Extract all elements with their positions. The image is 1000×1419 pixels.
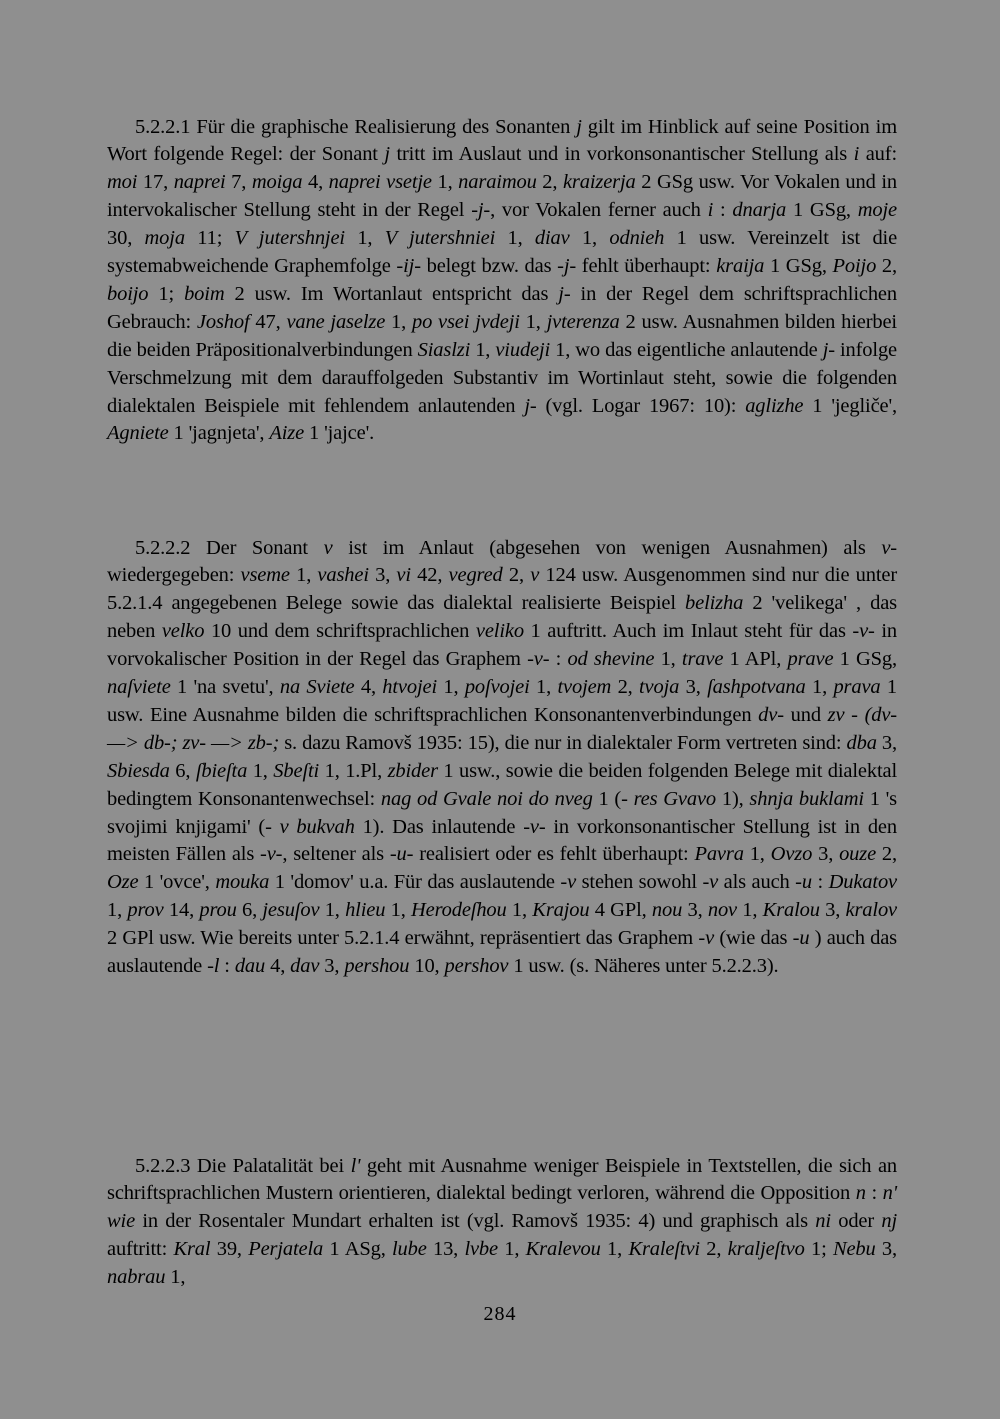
paragraph-5-2-2-2 [107, 535, 897, 982]
italic-run: hlieu [345, 899, 386, 922]
italic-run: Sbeſti [273, 759, 320, 782]
text-run: 1, [319, 899, 346, 922]
italic-run: j [576, 115, 582, 138]
italic-run: i [853, 143, 860, 166]
italic-run: V jutershniei [384, 227, 496, 250]
italic-run: jesuſov [262, 899, 320, 922]
italic-run: ſbieſta [195, 759, 248, 782]
italic-run: prave [787, 648, 834, 671]
italic-run: Perjatela [248, 1238, 324, 1261]
italic-run: j- [822, 338, 835, 361]
italic-run: kraija [716, 255, 765, 278]
italic-run: Joshof [196, 310, 250, 333]
text-run: realisiert oder es fehlt überhaupt: [413, 843, 695, 866]
text-run: ist im Anlaut (abgesehen von wenigen Ausnahmen) als [332, 536, 882, 559]
text-run: auf: [859, 143, 897, 166]
italic-run: -v- [852, 620, 875, 643]
italic-run: -ij- [396, 255, 421, 278]
text-run: in der Regel dem schriftsprachlichen Gebrauch: [107, 282, 897, 333]
italic-run: prou [199, 899, 237, 922]
italic-run: diav [534, 227, 570, 250]
italic-run: moja [144, 227, 185, 250]
text-run: 2 GPl usw. Wie bereits unter 5.2.1.4 erwähnt, repräsentiert das Graphem [107, 927, 699, 950]
italic-run: dnarja [732, 199, 787, 222]
italic-run: Poijo [832, 255, 877, 278]
text-run: 5.2.2.1 Für die graphische Realisierung des Sonanten [135, 115, 577, 138]
text-run: 4, [354, 676, 383, 699]
italic-run: ni [815, 1210, 831, 1233]
text-run: 6, [169, 759, 196, 782]
italic-run: zv - (dv- —> db-; zv- —> zb-; [107, 703, 897, 754]
text-run: 1, [569, 227, 610, 250]
italic-run: velko [161, 620, 205, 643]
italic-run: moje [857, 199, 897, 222]
text-run: 1 'domov' u.a. Für das auslautende [269, 871, 561, 894]
text-run: 1 usw. (s. Näheres unter 5.2.2.3). [508, 955, 779, 978]
italic-run: vashei [317, 564, 369, 587]
text-run: 1), [716, 787, 750, 810]
text-run: 3, [875, 1238, 897, 1261]
text-run: 1, [805, 676, 834, 699]
italic-run: ſashpotvana [707, 676, 806, 699]
text-run: 1, [247, 759, 274, 782]
italic-run: Dukatov [828, 871, 897, 894]
italic-run: vegred [448, 564, 503, 587]
italic-run: zbider [387, 759, 438, 782]
text-run: in vorkonsonantischer Stellung ist in den meisten Fällen als [107, 815, 897, 866]
text-run: 1, [344, 227, 385, 250]
text-run: 2, [876, 255, 897, 278]
text-run: in der Rosentaler Mundart erhalten ist (vgl. Ramovš 1935: 4) und graphisch als [135, 1210, 816, 1233]
italic-run: tvoja [639, 676, 680, 699]
italic-run: Aize [269, 422, 305, 445]
text-run: 2 usw. Ausnahmen bilden hierbei die beiden Präpositionalverbindungen [107, 310, 897, 361]
italic-run: i [707, 199, 714, 222]
italic-run: n' wie [107, 1182, 897, 1233]
text-run: fehlt überhaupt: [576, 255, 717, 278]
text-run: 1, [600, 1238, 629, 1261]
italic-run: Kraleſtvi [628, 1238, 700, 1261]
text-run: 3, [819, 899, 846, 922]
text-run: 1, [107, 899, 128, 922]
text-run: : [811, 871, 829, 894]
italic-run: belizha [685, 592, 744, 615]
text-run: 2, [699, 1238, 728, 1261]
italic-run: Herodeſhou [410, 899, 507, 922]
text-run: s. dazu Ramovš 1935: 15), die nur in dialektaler Form vertreten sind: [279, 731, 847, 754]
italic-run: naraimou [458, 171, 537, 194]
text-run: 2 'velikega' , das neben [107, 592, 897, 643]
text-run: 1, [385, 310, 412, 333]
text-run: 3, [812, 843, 840, 866]
italic-run: odnieh [609, 227, 665, 250]
text-run: 1 GSg, [833, 648, 897, 671]
italic-run: jvterenza [546, 310, 620, 333]
italic-run: pershov [444, 955, 509, 978]
text-run: 124 usw. Ausgenommen sind nur die unter 5.2.1.4 angegebenen Belege sowie das dialektal realisierte Beispiel [107, 564, 897, 615]
text-run: 2, [502, 564, 531, 587]
text-run: 1, [385, 899, 411, 922]
text-run: : [549, 648, 568, 671]
text-run: 2, [536, 171, 563, 194]
italic-run: v [530, 564, 540, 587]
text-run: 1, [495, 227, 535, 250]
italic-run: veliko [475, 620, 524, 643]
text-run: 1 'jegliče', [803, 394, 897, 417]
italic-run: poſvojei [464, 676, 530, 699]
text-run: 14, [163, 899, 200, 922]
italic-run: Kral [173, 1238, 211, 1261]
text-run: 3, [319, 955, 345, 978]
italic-run: naprei [173, 171, 226, 194]
text-run: 17, [137, 171, 174, 194]
italic-run: boijo [107, 282, 149, 305]
text-run: 1 usw., sowie die beiden folgenden Belege mit dialektal bedingtem Konsonantenwechsel: [107, 759, 897, 810]
italic-run: viudeji [495, 338, 551, 361]
text-run: (vgl. Logar 1967: 10): [536, 394, 746, 417]
italic-run: shnja buklami [749, 787, 864, 810]
italic-run: kraljeſtvo [727, 1238, 805, 1261]
text-run: 1 (- [592, 787, 634, 810]
italic-run: v bukvah [279, 815, 355, 838]
italic-run: dau [234, 955, 266, 978]
text-run: 3, [368, 564, 397, 587]
text-run: 4, [265, 955, 291, 978]
italic-run: dv- [758, 703, 784, 726]
text-run: 2, [611, 676, 640, 699]
italic-run: -v- [527, 648, 550, 671]
italic-run: -v [702, 871, 719, 894]
italic-run: -v [560, 871, 577, 894]
italic-run: pershou [344, 955, 410, 978]
italic-run: res Gvavo [633, 787, 717, 810]
text-run: 1; [804, 1238, 833, 1261]
text-run: 1). Das inlautende [354, 815, 524, 838]
text-run: 1, [497, 1238, 526, 1261]
italic-run: dba [846, 731, 877, 754]
italic-run: po vsei jvdeji [411, 310, 520, 333]
text-run: 1 'jagnjeta', [168, 422, 270, 445]
italic-run: l' [350, 1154, 361, 1177]
text-run: 2 GSg usw. Vor Vokalen und in intervokalischer Stellung steht in der Regel [107, 171, 897, 222]
italic-run: tvojem [557, 676, 612, 699]
text-run: 10 und dem schriftsprachlichen [204, 620, 476, 643]
italic-run: naprei vsetje [328, 171, 432, 194]
italic-run: moi [107, 171, 138, 194]
italic-run: nou [651, 899, 683, 922]
text-run: 47, [249, 310, 287, 333]
text-run: wiedergegeben: [107, 564, 241, 587]
paragraph-5-2-2-1 [107, 114, 897, 449]
italic-run: nj [881, 1210, 897, 1233]
italic-run: -v- [523, 815, 546, 838]
text-run: 2, [876, 843, 898, 866]
text-run: 4 GPl, [589, 899, 652, 922]
italic-run: lube [391, 1238, 427, 1261]
text-run: 1, [431, 171, 459, 194]
text-run: 1, [289, 564, 318, 587]
italic-run: -v [698, 927, 715, 950]
page-number: 284 [483, 1303, 517, 1325]
italic-run: nov [707, 899, 738, 922]
italic-run: -l [207, 955, 220, 978]
text-run: 1, [529, 676, 558, 699]
italic-run: Kralou [762, 899, 820, 922]
text-run: 39, [210, 1238, 249, 1261]
italic-run: -u- [389, 843, 414, 866]
text-run: 1, wo das eigentliche anlautende [550, 338, 823, 361]
text-run: 1 's svojimi knjigami' (- [107, 787, 898, 838]
text-run: 1, [519, 310, 547, 333]
italic-run: moiga [251, 171, 303, 194]
italic-run: Ovzo [770, 843, 813, 866]
text-run: 1, [470, 338, 496, 361]
text-run: belegt bzw. das [420, 255, 558, 278]
italic-run: v- [881, 536, 897, 559]
italic-run: mouka [215, 871, 270, 894]
text-run: 7, [225, 171, 252, 194]
italic-run: Siaslzi [417, 338, 471, 361]
italic-run: na Sviete [279, 676, 355, 699]
text-run: und [783, 703, 828, 726]
italic-run: Oze [107, 871, 139, 894]
text-run: : [219, 955, 235, 978]
italic-run: Kralevou [525, 1238, 601, 1261]
text-run: 3, [679, 676, 708, 699]
text-run: 1, [506, 899, 533, 922]
italic-run: n [855, 1182, 866, 1205]
italic-run: -u [795, 871, 812, 894]
italic-run: Pavra [694, 843, 744, 866]
italic-run: vane jaselze [286, 310, 386, 333]
text-run: , seltener als [282, 843, 390, 866]
text-run: 6, [236, 899, 263, 922]
italic-run: od shevine [567, 648, 655, 671]
italic-run: -j- [471, 199, 491, 222]
italic-run: Sbiesda [107, 759, 170, 782]
text-run: : [713, 199, 733, 222]
text-run: 1 GSg, [786, 199, 858, 222]
text-run: , vor Vokalen ferner auch [490, 199, 708, 222]
text-run: 3, [876, 731, 897, 754]
italic-run: trave [681, 648, 724, 671]
italic-run: lvbe [464, 1238, 498, 1261]
italic-run: prov [127, 899, 164, 922]
italic-run: j- [524, 394, 537, 417]
italic-run: ouze [839, 843, 877, 866]
text-run: in vorvokalischer Position in der Regel das Graphem [107, 620, 897, 671]
text-run: 1 'jajce'. [304, 422, 375, 445]
text-run: auftritt: [107, 1238, 174, 1261]
text-run: 10, [409, 955, 445, 978]
text-run: 1, [437, 676, 465, 699]
text-run: 1 'na svetu', [170, 676, 280, 699]
italic-run: -v- [260, 843, 283, 866]
text-run: 5.2.2.2 Der Sonant [135, 536, 324, 559]
text-run: infolge Verschmelzung mit dem darauffolgeden Substantiv im Wortinlaut steht, sowie die folgenden dialektalen Beispiele mit fehlendem anlautenden [107, 338, 897, 417]
italic-run: dav [290, 955, 320, 978]
italic-run: nag od Gvale noi do nveg [380, 787, 593, 810]
text-run: 1 'ovce', [138, 871, 216, 894]
italic-run: vi [396, 564, 411, 587]
text-run: 1, [654, 648, 682, 671]
text-run: stehen sowohl [576, 871, 703, 894]
text-run: 1, [743, 843, 771, 866]
paragraph-5-2-2-3 [107, 1153, 897, 1293]
italic-run: prava [833, 676, 881, 699]
text-run: gilt im Hinblick auf seine Position im Wort folgende Regel: der Sonant [107, 115, 897, 166]
text-run: 1 APl, [723, 648, 788, 671]
text-run: tritt im Auslaut und in vorkonsonantischer Stellung als [389, 143, 854, 166]
text-run: 30, [107, 227, 145, 250]
italic-run: j [384, 143, 390, 166]
italic-run: kraizerja [562, 171, 636, 194]
text-run: oder [830, 1210, 882, 1233]
italic-run: htvojei [382, 676, 438, 699]
text-run: 42, [410, 564, 449, 587]
italic-run: v [323, 536, 333, 559]
text-run: 1 usw. Eine Ausnahme bilden die schriftsprachlichen Konsonantenverbindungen [107, 676, 897, 726]
text-run: 11; [184, 227, 235, 250]
italic-run: V jutershnjei [234, 227, 345, 250]
italic-run: kralov [845, 899, 898, 922]
italic-run: boim [184, 282, 225, 305]
italic-run: Krajou [532, 899, 590, 922]
italic-run: -u [792, 927, 810, 950]
text-run: 2 usw. Im Wortanlaut entspricht das [224, 282, 559, 305]
text-run: 1 auftritt. Auch im Inlaut steht für das [523, 620, 853, 643]
text-run: 1 usw. Vereinzelt ist die systemabweichende Graphemfolge [107, 227, 898, 278]
italic-run: j- [558, 282, 571, 305]
italic-run: aglizhe [745, 394, 804, 417]
text-run: (wie das [714, 927, 793, 950]
text-run: 1 ASg, [323, 1238, 392, 1261]
text-run: 5.2.2.3 Die Palatalität bei [135, 1154, 351, 1177]
italic-run: nabrau [107, 1266, 166, 1289]
text-run: 3, [682, 899, 708, 922]
text-run: 13, [426, 1238, 465, 1261]
italic-run: -j- [557, 255, 577, 278]
text-run: ) auch das auslautende [107, 927, 897, 978]
text-run: 4, [302, 171, 329, 194]
text-run: 1; [148, 282, 185, 305]
italic-run: naſviete [107, 676, 171, 699]
text-run: 1, [165, 1266, 186, 1289]
text-run: 1 GSg, [764, 255, 833, 278]
text-run: geht mit Ausnahme weniger Beispiele in Textstellen, die sich an schriftsprachlichen Mustern orientieren, dialektal bedingt verloren, während die Opposition [107, 1154, 897, 1205]
text-run: als auch [718, 871, 796, 894]
italic-run: Agniete [107, 422, 169, 445]
text-run: 1, 1.Pl, [319, 759, 388, 782]
italic-run: vseme [240, 564, 290, 587]
text-run: 1, [737, 899, 763, 922]
italic-run: Nebu [832, 1238, 876, 1261]
text-run: : [865, 1182, 883, 1205]
